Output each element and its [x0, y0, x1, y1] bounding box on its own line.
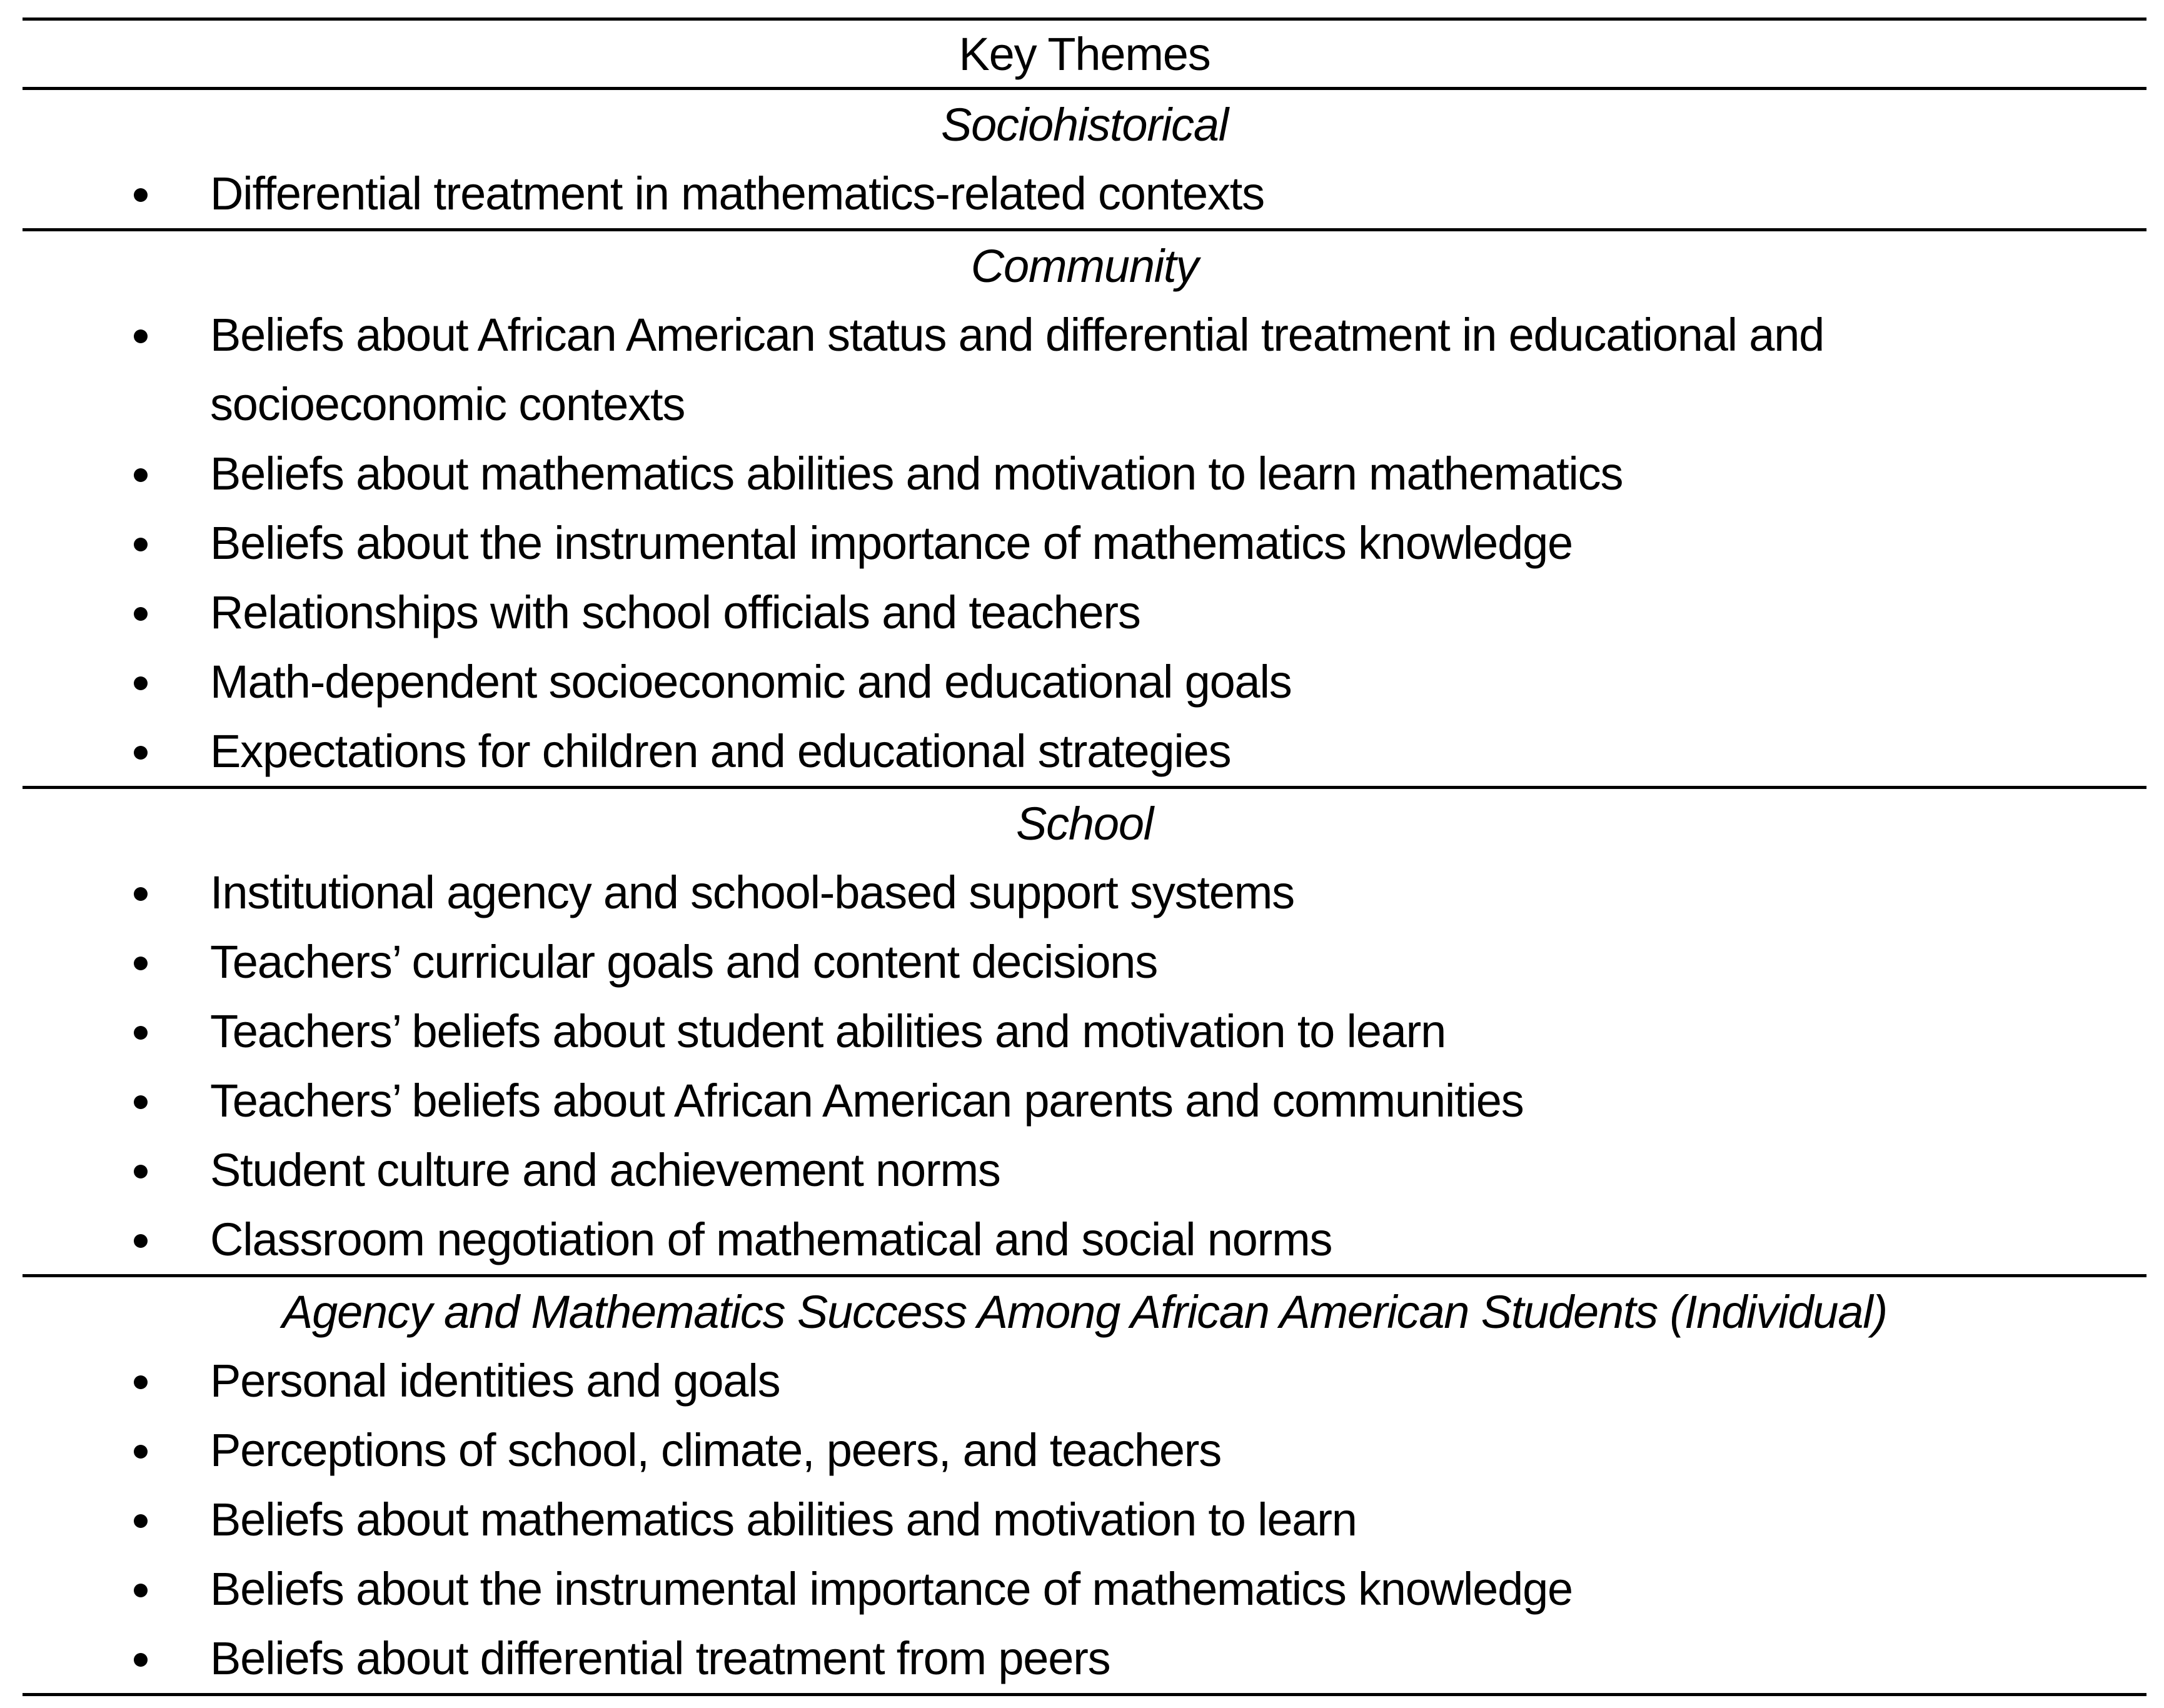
list-item-text: Institutional agency and school-based support systems	[210, 867, 1294, 918]
list-item-text: Teachers’ curricular goals and content decisions	[210, 936, 1158, 988]
section-rule	[23, 1693, 2146, 1696]
list-item	[23, 369, 2146, 439]
list-item-text: Classroom negotiation of mathematical and social norms	[210, 1213, 1332, 1265]
list-item-text: Beliefs about mathematics abilities and motivation to learn	[210, 1494, 1357, 1545]
bullet-dot-icon	[134, 746, 148, 760]
bullet-dot-icon	[134, 1095, 148, 1109]
key-themes-table	[23, 18, 2146, 1696]
list-item-text: Teachers’ beliefs about student abilities and motivation to learn	[210, 1005, 1446, 1057]
section-heading	[23, 789, 2146, 858]
bullet-dot-icon	[134, 607, 148, 621]
list-item	[23, 1415, 2146, 1485]
list-item-text: Expectations for children and educational strategies	[210, 725, 1231, 777]
bullet-dot-icon	[134, 676, 148, 690]
list-item-text: Relationships with school officials and teachers	[210, 586, 1140, 638]
list-item	[23, 716, 2146, 786]
list-item	[23, 300, 2146, 369]
section-heading	[23, 1277, 2146, 1346]
list-item	[23, 578, 2146, 647]
list-item-text: Student culture and achievement norms	[210, 1144, 1000, 1196]
list-item	[23, 1135, 2146, 1205]
list-item	[23, 927, 2146, 997]
table-header	[23, 21, 2146, 87]
list-item	[23, 997, 2146, 1066]
section-heading	[23, 231, 2146, 300]
bullet-dot-icon	[134, 188, 148, 202]
list-item	[23, 1624, 2146, 1693]
list-item	[23, 647, 2146, 716]
table-header-label: Key Themes	[959, 28, 1210, 80]
bullet-dot-icon	[134, 1165, 148, 1178]
list-item-text: Beliefs about the instrumental importance of mathematics knowledge	[210, 1563, 1573, 1615]
section-heading-label: School	[1015, 797, 1154, 850]
list-item	[23, 439, 2146, 508]
list-item-text: socioeconomic contexts	[210, 378, 685, 430]
bullet-dot-icon	[134, 1653, 148, 1667]
list-item-text: Perceptions of school, climate, peers, and teachers	[210, 1424, 1222, 1476]
bullet-dot-icon	[134, 1234, 148, 1248]
section-heading-label: Agency and Mathematics Success Among African American Students (Individual)	[281, 1285, 1888, 1338]
list-item-text: Personal identities and goals	[210, 1355, 780, 1407]
bullet-dot-icon	[134, 1375, 148, 1389]
list-item-text: Teachers’ beliefs about African American parents and communities	[210, 1075, 1524, 1127]
bullet-dot-icon	[134, 887, 148, 901]
list-item	[23, 1554, 2146, 1624]
list-item	[23, 1346, 2146, 1415]
table-body	[23, 90, 2146, 1696]
list-item	[23, 1205, 2146, 1274]
section-heading-label: Community	[970, 239, 1199, 292]
bullet-dot-icon	[134, 1026, 148, 1040]
list-item	[23, 1066, 2146, 1135]
section-heading	[23, 90, 2146, 159]
bullet-dot-icon	[134, 1445, 148, 1459]
list-item-text: Beliefs about African American status and differential treatment in educational and	[210, 309, 1824, 361]
section-heading-label: Sociohistorical	[940, 98, 1229, 151]
bullet-dot-icon	[134, 957, 148, 970]
list-item	[23, 159, 2146, 228]
list-item-text: Math-dependent socioeconomic and educational goals	[210, 656, 1292, 708]
list-item-text: Differential treatment in mathematics-related contexts	[210, 168, 1264, 219]
list-item-text: Beliefs about differential treatment from peers	[210, 1632, 1110, 1684]
bullet-dot-icon	[134, 538, 148, 551]
bullet-dot-icon	[134, 1584, 148, 1597]
bullet-dot-icon	[134, 468, 148, 482]
list-item-text: Beliefs about mathematics abilities and motivation to learn mathematics	[210, 448, 1623, 500]
list-item	[23, 508, 2146, 578]
list-item	[23, 1485, 2146, 1554]
list-item	[23, 858, 2146, 927]
bullet-dot-icon	[134, 1514, 148, 1528]
bullet-dot-icon	[134, 329, 148, 343]
list-item-text: Beliefs about the instrumental importance of mathematics knowledge	[210, 517, 1573, 569]
